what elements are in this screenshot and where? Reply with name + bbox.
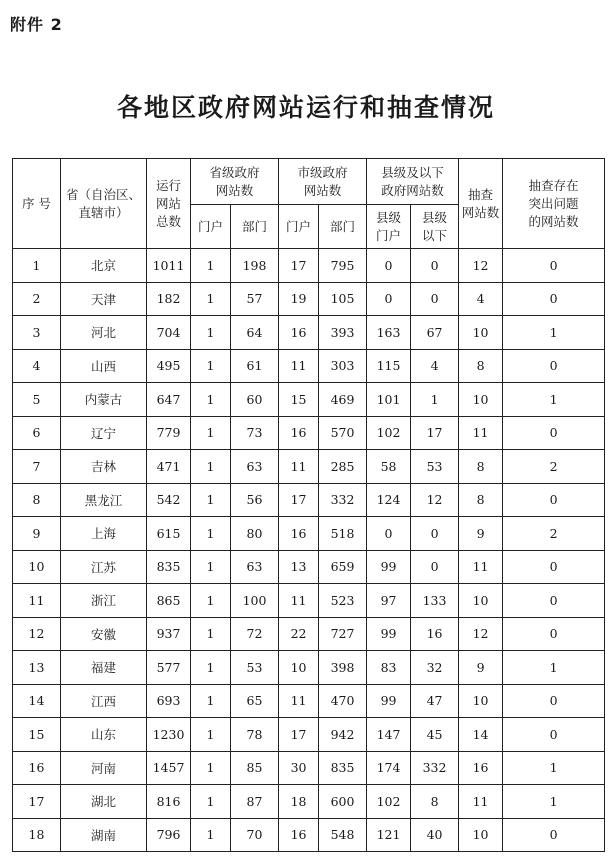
cell-region: 湖南 <box>61 818 147 852</box>
cell-problem: 0 <box>503 550 605 584</box>
cell-seq: 2 <box>13 282 61 316</box>
cell-total: 1230 <box>147 718 191 752</box>
table-row <box>13 282 605 316</box>
cell-sampled: 9 <box>459 651 503 685</box>
cell-sampled: 12 <box>459 249 503 283</box>
cell-prov-department: 60 <box>231 383 279 417</box>
cell-region: 河北 <box>61 316 147 350</box>
cell-city-portal: 17 <box>279 718 319 752</box>
cell-county-below: 47 <box>411 684 459 718</box>
header-county: 县级及以下 政府网站数 <box>367 159 459 205</box>
header-seq: 序 号 <box>13 159 61 249</box>
header-sampled: 抽查 网站数 <box>459 159 503 249</box>
cell-county-below: 53 <box>411 450 459 484</box>
cell-region: 江西 <box>61 684 147 718</box>
cell-prov-portal: 1 <box>191 349 231 383</box>
cell-county-below: 133 <box>411 584 459 618</box>
cell-region: 浙江 <box>61 584 147 618</box>
cell-city-department: 303 <box>319 349 367 383</box>
cell-city-portal: 10 <box>279 651 319 685</box>
cell-city-department: 393 <box>319 316 367 350</box>
cell-problem: 0 <box>503 349 605 383</box>
cell-county-portal: 0 <box>367 282 411 316</box>
cell-county-below: 16 <box>411 617 459 651</box>
cell-problem: 0 <box>503 282 605 316</box>
cell-seq: 5 <box>13 383 61 417</box>
cell-county-below: 4 <box>411 349 459 383</box>
cell-prov-department: 56 <box>231 483 279 517</box>
cell-region: 北京 <box>61 249 147 283</box>
cell-city-department: 285 <box>319 450 367 484</box>
header-prov-department: 部门 <box>231 205 279 249</box>
cell-city-portal: 30 <box>279 751 319 785</box>
cell-sampled: 10 <box>459 383 503 417</box>
cell-county-portal: 174 <box>367 751 411 785</box>
table-body <box>13 249 605 852</box>
cell-city-portal: 17 <box>279 483 319 517</box>
cell-prov-portal: 1 <box>191 450 231 484</box>
cell-region: 安徽 <box>61 617 147 651</box>
cell-prov-portal: 1 <box>191 684 231 718</box>
cell-region: 内蒙古 <box>61 383 147 417</box>
cell-region: 上海 <box>61 517 147 551</box>
cell-prov-department: 73 <box>231 416 279 450</box>
cell-region: 辽宁 <box>61 416 147 450</box>
cell-city-portal: 11 <box>279 684 319 718</box>
table-row <box>13 517 605 551</box>
table-header-row <box>13 159 605 205</box>
cell-seq: 3 <box>13 316 61 350</box>
cell-prov-portal: 1 <box>191 550 231 584</box>
cell-prov-department: 63 <box>231 550 279 584</box>
cell-region: 天津 <box>61 282 147 316</box>
cell-county-below: 67 <box>411 316 459 350</box>
cell-seq: 15 <box>13 718 61 752</box>
table-row <box>13 316 605 350</box>
cell-prov-portal: 1 <box>191 282 231 316</box>
cell-seq: 16 <box>13 751 61 785</box>
cell-problem: 1 <box>503 751 605 785</box>
cell-city-portal: 18 <box>279 785 319 819</box>
cell-city-department: 942 <box>319 718 367 752</box>
cell-county-portal: 121 <box>367 818 411 852</box>
cell-county-below: 0 <box>411 550 459 584</box>
cell-problem: 0 <box>503 483 605 517</box>
cell-county-below: 0 <box>411 282 459 316</box>
cell-total: 471 <box>147 450 191 484</box>
cell-total: 865 <box>147 584 191 618</box>
header-city-portal: 门户 <box>279 205 319 249</box>
cell-sampled: 8 <box>459 349 503 383</box>
cell-prov-portal: 1 <box>191 785 231 819</box>
cell-county-portal: 99 <box>367 617 411 651</box>
cell-city-department: 795 <box>319 249 367 283</box>
table-row <box>13 416 605 450</box>
cell-city-department: 548 <box>319 818 367 852</box>
cell-problem: 0 <box>503 416 605 450</box>
statistics-table <box>12 158 605 852</box>
cell-city-department: 570 <box>319 416 367 450</box>
cell-prov-department: 85 <box>231 751 279 785</box>
header-municipal: 市级政府 网站数 <box>279 159 367 205</box>
cell-seq: 17 <box>13 785 61 819</box>
cell-prov-portal: 1 <box>191 316 231 350</box>
cell-prov-portal: 1 <box>191 249 231 283</box>
cell-total: 542 <box>147 483 191 517</box>
table-row <box>13 483 605 517</box>
cell-prov-department: 78 <box>231 718 279 752</box>
cell-problem: 0 <box>503 617 605 651</box>
header-province: 省（自治区、 直辖市） <box>61 159 147 249</box>
cell-sampled: 10 <box>459 684 503 718</box>
header-county-below: 县级 以下 <box>411 205 459 249</box>
cell-city-department: 600 <box>319 785 367 819</box>
cell-county-portal: 115 <box>367 349 411 383</box>
cell-prov-department: 61 <box>231 349 279 383</box>
cell-prov-portal: 1 <box>191 383 231 417</box>
cell-region: 江苏 <box>61 550 147 584</box>
cell-total: 835 <box>147 550 191 584</box>
cell-seq: 13 <box>13 651 61 685</box>
cell-sampled: 11 <box>459 416 503 450</box>
cell-prov-department: 64 <box>231 316 279 350</box>
cell-seq: 4 <box>13 349 61 383</box>
cell-total: 1457 <box>147 751 191 785</box>
cell-region: 黑龙江 <box>61 483 147 517</box>
cell-problem: 0 <box>503 818 605 852</box>
cell-city-portal: 11 <box>279 349 319 383</box>
cell-seq: 1 <box>13 249 61 283</box>
table-row <box>13 584 605 618</box>
table-row <box>13 349 605 383</box>
cell-county-portal: 163 <box>367 316 411 350</box>
cell-county-portal: 97 <box>367 584 411 618</box>
table-row <box>13 617 605 651</box>
cell-county-portal: 99 <box>367 550 411 584</box>
cell-problem: 2 <box>503 517 605 551</box>
cell-county-portal: 101 <box>367 383 411 417</box>
cell-city-portal: 17 <box>279 249 319 283</box>
cell-city-department: 469 <box>319 383 367 417</box>
cell-city-portal: 16 <box>279 818 319 852</box>
cell-seq: 14 <box>13 684 61 718</box>
table-row <box>13 751 605 785</box>
page-title: 各地区政府网站运行和抽查情况 <box>116 93 495 122</box>
header-county-portal: 县级 门户 <box>367 205 411 249</box>
header-provincial: 省级政府 网站数 <box>191 159 279 205</box>
cell-total: 937 <box>147 617 191 651</box>
cell-city-portal: 16 <box>279 517 319 551</box>
cell-county-portal: 83 <box>367 651 411 685</box>
cell-seq: 9 <box>13 517 61 551</box>
cell-prov-portal: 1 <box>191 617 231 651</box>
cell-sampled: 11 <box>459 785 503 819</box>
cell-city-portal: 16 <box>279 316 319 350</box>
cell-county-portal: 102 <box>367 785 411 819</box>
cell-city-department: 659 <box>319 550 367 584</box>
cell-city-department: 727 <box>319 617 367 651</box>
cell-city-department: 470 <box>319 684 367 718</box>
cell-county-portal: 0 <box>367 517 411 551</box>
cell-county-below: 32 <box>411 651 459 685</box>
cell-problem: 1 <box>503 383 605 417</box>
cell-county-below: 12 <box>411 483 459 517</box>
cell-total: 647 <box>147 383 191 417</box>
cell-region: 湖北 <box>61 785 147 819</box>
cell-county-below: 40 <box>411 818 459 852</box>
cell-sampled: 8 <box>459 483 503 517</box>
cell-region: 山西 <box>61 349 147 383</box>
cell-total: 816 <box>147 785 191 819</box>
cell-county-portal: 99 <box>367 684 411 718</box>
header-total: 运行 网站 总数 <box>147 159 191 249</box>
cell-region: 吉林 <box>61 450 147 484</box>
cell-prov-department: 198 <box>231 249 279 283</box>
table-row <box>13 684 605 718</box>
cell-region: 河南 <box>61 751 147 785</box>
cell-prov-portal: 1 <box>191 517 231 551</box>
header-city-department: 部门 <box>319 205 367 249</box>
cell-seq: 7 <box>13 450 61 484</box>
cell-county-portal: 58 <box>367 450 411 484</box>
cell-prov-portal: 1 <box>191 416 231 450</box>
cell-city-department: 523 <box>319 584 367 618</box>
cell-city-portal: 11 <box>279 450 319 484</box>
cell-city-department: 398 <box>319 651 367 685</box>
cell-problem: 0 <box>503 249 605 283</box>
cell-city-portal: 13 <box>279 550 319 584</box>
table-row <box>13 249 605 283</box>
table-row <box>13 718 605 752</box>
cell-city-department: 518 <box>319 517 367 551</box>
cell-prov-department: 57 <box>231 282 279 316</box>
header-prov-portal: 门户 <box>191 205 231 249</box>
cell-county-portal: 0 <box>367 249 411 283</box>
cell-sampled: 10 <box>459 316 503 350</box>
cell-total: 704 <box>147 316 191 350</box>
cell-county-below: 332 <box>411 751 459 785</box>
cell-county-below: 1 <box>411 383 459 417</box>
cell-seq: 12 <box>13 617 61 651</box>
cell-prov-department: 100 <box>231 584 279 618</box>
cell-total: 779 <box>147 416 191 450</box>
cell-sampled: 16 <box>459 751 503 785</box>
table-row <box>13 651 605 685</box>
cell-seq: 18 <box>13 818 61 852</box>
cell-prov-portal: 1 <box>191 751 231 785</box>
cell-problem: 1 <box>503 785 605 819</box>
cell-prov-department: 72 <box>231 617 279 651</box>
cell-region: 福建 <box>61 651 147 685</box>
cell-county-below: 0 <box>411 517 459 551</box>
cell-county-portal: 124 <box>367 483 411 517</box>
cell-sampled: 4 <box>459 282 503 316</box>
cell-problem: 1 <box>503 651 605 685</box>
cell-prov-department: 53 <box>231 651 279 685</box>
cell-city-department: 105 <box>319 282 367 316</box>
table-row <box>13 550 605 584</box>
cell-city-department: 332 <box>319 483 367 517</box>
cell-prov-department: 80 <box>231 517 279 551</box>
cell-region: 山东 <box>61 718 147 752</box>
cell-problem: 0 <box>503 584 605 618</box>
cell-city-portal: 22 <box>279 617 319 651</box>
cell-seq: 10 <box>13 550 61 584</box>
cell-total: 1011 <box>147 249 191 283</box>
cell-sampled: 11 <box>459 550 503 584</box>
cell-city-portal: 16 <box>279 416 319 450</box>
cell-county-below: 45 <box>411 718 459 752</box>
cell-total: 495 <box>147 349 191 383</box>
cell-sampled: 14 <box>459 718 503 752</box>
cell-prov-department: 63 <box>231 450 279 484</box>
cell-county-portal: 102 <box>367 416 411 450</box>
cell-sampled: 8 <box>459 450 503 484</box>
cell-city-portal: 19 <box>279 282 319 316</box>
cell-seq: 11 <box>13 584 61 618</box>
cell-prov-portal: 1 <box>191 584 231 618</box>
cell-prov-portal: 1 <box>191 651 231 685</box>
table-row <box>13 818 605 852</box>
cell-prov-department: 70 <box>231 818 279 852</box>
table-row <box>13 450 605 484</box>
cell-county-below: 8 <box>411 785 459 819</box>
table-row <box>13 785 605 819</box>
header-problem: 抽查存在 突出问题 的网站数 <box>503 159 605 249</box>
cell-total: 615 <box>147 517 191 551</box>
cell-sampled: 10 <box>459 584 503 618</box>
cell-problem: 0 <box>503 684 605 718</box>
cell-prov-portal: 1 <box>191 483 231 517</box>
cell-sampled: 9 <box>459 517 503 551</box>
cell-county-below: 0 <box>411 249 459 283</box>
cell-problem: 0 <box>503 718 605 752</box>
cell-prov-department: 65 <box>231 684 279 718</box>
cell-problem: 1 <box>503 316 605 350</box>
cell-total: 796 <box>147 818 191 852</box>
cell-sampled: 12 <box>459 617 503 651</box>
cell-city-portal: 15 <box>279 383 319 417</box>
cell-seq: 6 <box>13 416 61 450</box>
cell-total: 182 <box>147 282 191 316</box>
cell-seq: 8 <box>13 483 61 517</box>
attachment-label: 附件 2 <box>10 15 63 34</box>
cell-county-below: 17 <box>411 416 459 450</box>
cell-prov-department: 87 <box>231 785 279 819</box>
cell-total: 693 <box>147 684 191 718</box>
cell-city-portal: 11 <box>279 584 319 618</box>
cell-total: 577 <box>147 651 191 685</box>
cell-prov-portal: 1 <box>191 818 231 852</box>
cell-county-portal: 147 <box>367 718 411 752</box>
cell-problem: 2 <box>503 450 605 484</box>
cell-prov-portal: 1 <box>191 718 231 752</box>
cell-city-department: 835 <box>319 751 367 785</box>
table-row <box>13 383 605 417</box>
cell-sampled: 10 <box>459 818 503 852</box>
